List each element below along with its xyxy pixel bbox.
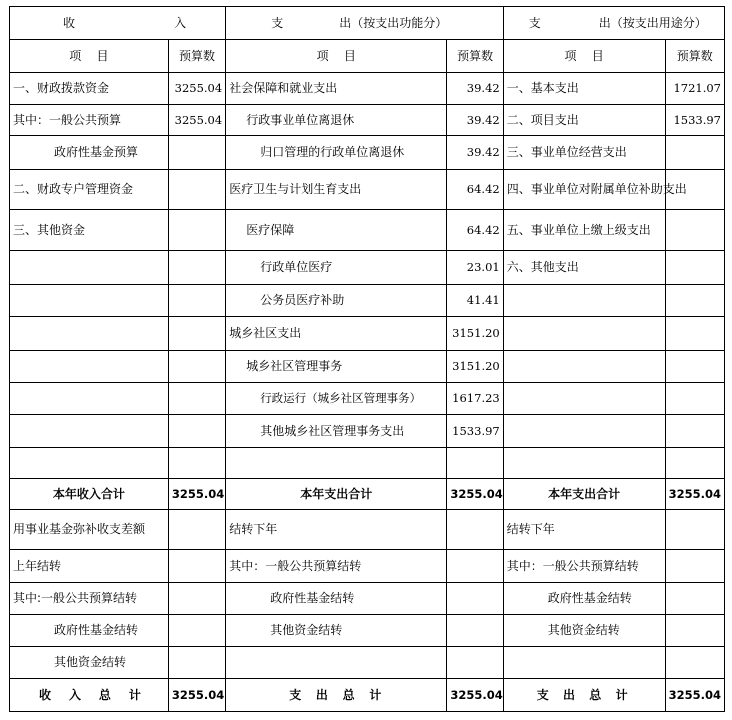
income-carry-item: 上年结转: [10, 550, 169, 583]
table-row: [10, 73, 725, 105]
expense-use-value: [665, 210, 724, 251]
empty-cell: [447, 448, 503, 479]
expense-func-value: 64.42: [447, 170, 503, 210]
expense-use-carry-value: [665, 647, 724, 679]
empty-row: [10, 448, 725, 479]
income-total-value: 3255.04: [168, 479, 225, 510]
income-value: [168, 415, 225, 448]
expense-use-item: [503, 285, 665, 317]
table-row: [10, 170, 725, 210]
carry-row: [10, 647, 725, 679]
expense-use-item: 二、项目支出: [503, 105, 665, 136]
grand-char: 总: [589, 687, 602, 702]
budget-table: [9, 6, 725, 712]
expense-func-header-note: （按支出功能分）: [351, 15, 448, 30]
table-row: [10, 351, 725, 383]
expense-func-value: 3151.20: [447, 351, 503, 383]
expense-use-value: [665, 351, 724, 383]
expense-func-carry-value: [447, 615, 503, 647]
income-carry-value: [168, 510, 225, 550]
income-value: [168, 170, 225, 210]
table-row: [10, 251, 725, 285]
expense-use-carry-item: 结转下年: [503, 510, 665, 550]
expense-func-item-header: 项 目: [226, 40, 447, 73]
expense-func-value: 1533.97: [447, 415, 503, 448]
expense-func-carry-item: 政府性基金结转: [226, 583, 447, 615]
grand-char: 支: [536, 687, 549, 702]
income-item: 三、其他资金: [10, 210, 169, 251]
expense-func-carry-item: [226, 647, 447, 679]
grand-char: 出: [563, 687, 576, 702]
table-row: [10, 317, 725, 351]
expense-use-carry-value: [665, 550, 724, 583]
expense-func-total-label: 本年支出合计: [226, 479, 447, 510]
income-item: 一、财政拨款资金: [10, 73, 169, 105]
income-value: [168, 351, 225, 383]
income-item: [10, 415, 169, 448]
expense-use-value: [665, 136, 724, 170]
income-carry-item: 政府性基金结转: [10, 615, 169, 647]
expense-use-total-value: 3255.04: [665, 479, 724, 510]
expense-func-value: 23.01: [447, 251, 503, 285]
expense-func-header-char-1: 支: [271, 15, 284, 30]
grand-char: 入: [68, 687, 81, 702]
expense-func-grand-total-label: [226, 679, 447, 712]
expense-use-budget-header: 预算数: [665, 40, 724, 73]
empty-cell: [503, 448, 665, 479]
grand-total-row: [10, 679, 725, 712]
empty-cell: [168, 448, 225, 479]
table-row: [10, 210, 725, 251]
expense-func-value: 41.41: [447, 285, 503, 317]
income-value: [168, 285, 225, 317]
expense-use-header-note: （按支出用途分）: [610, 15, 707, 30]
expense-use-item: [503, 317, 665, 351]
expense-use-value: [665, 285, 724, 317]
income-item: 二、财政专户管理资金: [10, 170, 169, 210]
empty-cell: [10, 448, 169, 479]
expense-func-value: 39.42: [447, 105, 503, 136]
income-carry-value: [168, 615, 225, 647]
expense-func-carry-item: 其中：一般公共预算结转: [226, 550, 447, 583]
carry-row: [10, 510, 725, 550]
income-carry-item: 用事业基金弥补收支差额: [10, 510, 169, 550]
income-item: [10, 351, 169, 383]
carry-row: [10, 615, 725, 647]
income-value: 3255.04: [168, 105, 225, 136]
expense-use-value: [665, 415, 724, 448]
income-value: [168, 383, 225, 415]
table-row: [10, 105, 725, 136]
section-header-row: [10, 7, 725, 40]
expense-use-item: 四、事业单位对附属单位补助支出: [503, 170, 665, 210]
table-row: [10, 415, 725, 448]
income-budget-header: 预算数: [168, 40, 225, 73]
table-row: [10, 285, 725, 317]
income-total-label: 本年收入合计: [10, 479, 169, 510]
grand-char: 计: [615, 687, 628, 702]
expense-use-item: [503, 351, 665, 383]
expense-use-item: 一、基本支出: [503, 73, 665, 105]
column-header-row: [10, 40, 725, 73]
empty-cell: [665, 448, 724, 479]
expense-func-carry-value: [447, 583, 503, 615]
income-value: 3255.04: [168, 73, 225, 105]
expense-use-item: 六、其他支出: [503, 251, 665, 285]
expense-func-budget-header: 预算数: [447, 40, 503, 73]
income-value: [168, 251, 225, 285]
expense-use-section-header: [503, 7, 724, 40]
income-item: [10, 251, 169, 285]
income-carry-value: [168, 583, 225, 615]
expense-use-value: [665, 317, 724, 351]
expense-use-carry-value: [665, 615, 724, 647]
income-header-char-2: 入: [174, 15, 187, 30]
expense-use-item: 三、事业单位经营支出: [503, 136, 665, 170]
carry-row: [10, 583, 725, 615]
income-item: [10, 317, 169, 351]
income-value: [168, 317, 225, 351]
expense-func-section-header: [226, 7, 504, 40]
income-carry-value: [168, 550, 225, 583]
expense-use-carry-item: 政府性基金结转: [503, 583, 665, 615]
income-value: [168, 210, 225, 251]
expense-func-item: 城乡社区支出: [226, 317, 447, 351]
expense-func-item: 公务员医疗补助: [226, 285, 447, 317]
expense-func-value: 1617.23: [447, 383, 503, 415]
expense-use-value: 1533.97: [665, 105, 724, 136]
expense-func-item: 行政运行（城乡社区管理事务）: [226, 383, 447, 415]
income-grand-total-value: 3255.04: [168, 679, 225, 712]
expense-func-item: 行政事业单位离退休: [226, 105, 447, 136]
expense-func-grand-total-value: 3255.04: [447, 679, 503, 712]
income-header-char-1: 收: [63, 15, 76, 30]
carry-row: [10, 550, 725, 583]
table-row: [10, 136, 725, 170]
expense-func-item: 其他城乡社区管理事务支出: [226, 415, 447, 448]
income-carry-item: 其中:一般公共预算结转: [10, 583, 169, 615]
income-item: [10, 383, 169, 415]
expense-func-item: 社会保障和就业支出: [226, 73, 447, 105]
expense-func-item: 行政单位医疗: [226, 251, 447, 285]
grand-char: 计: [369, 687, 382, 702]
expense-func-total-value: 3255.04: [447, 479, 503, 510]
expense-func-item: 归口管理的行政单位离退休: [226, 136, 447, 170]
expense-func-item: 医疗卫生与计划生育支出: [226, 170, 447, 210]
expense-use-value: 1721.07: [665, 73, 724, 105]
grand-char: 收: [39, 687, 52, 702]
expense-func-carry-value: [447, 510, 503, 550]
expense-use-value: [665, 251, 724, 285]
expense-use-carry-value: [665, 583, 724, 615]
income-grand-total-label: [10, 679, 169, 712]
expense-func-item: 城乡社区管理事务: [226, 351, 447, 383]
income-item: 其中：一般公共预算: [10, 105, 169, 136]
grand-char: 总: [342, 687, 355, 702]
expense-func-header-char-2: 出: [339, 15, 352, 30]
expense-use-carry-item: 其中：一般公共预算结转: [503, 550, 665, 583]
expense-use-total-label: 本年支出合计: [503, 479, 665, 510]
expense-use-header-char-1: 支: [528, 15, 541, 30]
expense-func-carry-item: 其他资金结转: [226, 615, 447, 647]
expense-func-value: 39.42: [447, 73, 503, 105]
income-item: 政府性基金预算: [10, 136, 169, 170]
grand-char: 出: [315, 687, 328, 702]
expense-func-value: 39.42: [447, 136, 503, 170]
income-carry-item: 其他资金结转: [10, 647, 169, 679]
empty-cell: [226, 448, 447, 479]
expense-func-value: 64.42: [447, 210, 503, 251]
expense-use-item: [503, 415, 665, 448]
expense-use-item: [503, 383, 665, 415]
grand-char: 支: [289, 687, 302, 702]
grand-char: 总: [98, 687, 111, 702]
expense-use-carry-value: [665, 510, 724, 550]
expense-func-value: 3151.20: [447, 317, 503, 351]
expense-func-item: 医疗保障: [226, 210, 447, 251]
expense-use-grand-total-label: [503, 679, 665, 712]
income-item-header: 项 目: [10, 40, 169, 73]
annual-total-row: [10, 479, 725, 510]
table-row: [10, 383, 725, 415]
expense-func-carry-value: [447, 647, 503, 679]
expense-use-value: [665, 383, 724, 415]
expense-use-carry-item: 其他资金结转: [503, 615, 665, 647]
income-item: [10, 285, 169, 317]
income-carry-value: [168, 647, 225, 679]
expense-use-grand-total-value: 3255.04: [665, 679, 724, 712]
grand-char: 计: [128, 687, 141, 702]
expense-func-carry-value: [447, 550, 503, 583]
expense-use-header-char-2: 出: [598, 15, 611, 30]
expense-use-carry-item: [503, 647, 665, 679]
income-value: [168, 136, 225, 170]
income-section-header: [10, 7, 226, 40]
expense-use-item-header: 项 目: [503, 40, 665, 73]
expense-use-item: 五、事业单位上缴上级支出: [503, 210, 665, 251]
expense-func-carry-item: 结转下年: [226, 510, 447, 550]
